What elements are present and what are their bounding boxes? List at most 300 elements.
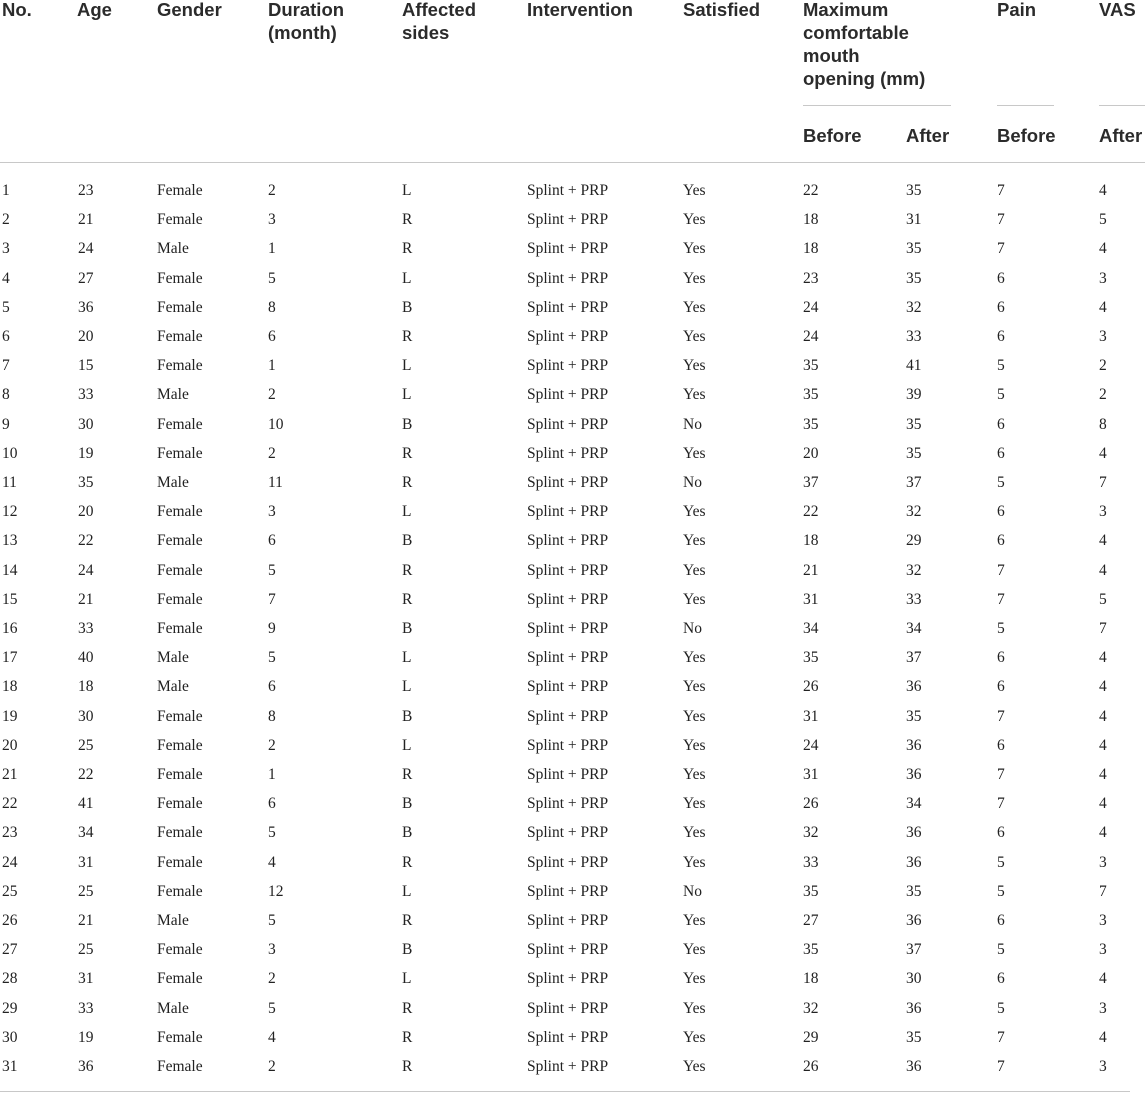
cell-opening-after: 35 (906, 182, 922, 199)
cell-opening-after: 35 (906, 240, 922, 258)
header-mouth-opening-after: After (906, 125, 950, 146)
cell-duration: 2 (268, 970, 276, 988)
cell-vas-after: 4 (1099, 240, 1107, 258)
cell-satisfied: No (683, 620, 702, 637)
cell-no: 10 (2, 444, 18, 462)
cell-opening-after: 37 (906, 649, 922, 667)
cell-affected-side: L (402, 269, 412, 287)
cell-vas-after: 4 (1099, 532, 1107, 550)
cell-pain-before: 7 (997, 240, 1005, 258)
table-bottom-rule (0, 1091, 1130, 1092)
cell-gender: Male (157, 678, 189, 696)
cell-vas-after: 4 (1099, 182, 1107, 199)
cell-age: 22 (78, 766, 94, 783)
cell-age: 20 (78, 503, 94, 521)
cell-age: 40 (78, 649, 94, 667)
cell-gender: Female (157, 532, 203, 550)
cell-gender: Female (157, 824, 203, 842)
table-row (0, 1023, 1145, 1052)
cell-vas-after: 7 (1099, 474, 1107, 491)
cell-no: 4 (2, 269, 10, 287)
cell-satisfied: Yes (683, 269, 706, 287)
cell-pain-before: 7 (997, 707, 1005, 725)
header-intervention: Intervention (527, 0, 633, 20)
cell-duration: 12 (268, 882, 284, 900)
table-row (0, 877, 1145, 906)
cell-opening-before: 35 (803, 415, 819, 433)
cell-gender: Female (157, 357, 203, 375)
cell-opening-after: 36 (906, 853, 922, 871)
cell-affected-side: L (402, 649, 412, 667)
cell-intervention: Splint + PRP (527, 211, 609, 229)
cell-opening-before: 35 (803, 941, 819, 959)
cell-affected-side: R (402, 328, 413, 345)
cell-pain-before: 7 (997, 590, 1005, 608)
header-duration (268, 0, 344, 44)
cell-intervention: Splint + PRP (527, 561, 609, 579)
header-mouth-opening (803, 0, 925, 90)
cell-opening-after: 34 (906, 795, 922, 813)
cell-vas-after: 7 (1099, 620, 1107, 637)
cell-age: 21 (78, 211, 94, 229)
cell-opening-before: 37 (803, 474, 819, 491)
cell-no: 8 (2, 386, 10, 404)
cell-pain-before: 7 (997, 182, 1005, 199)
cell-intervention: Splint + PRP (527, 970, 609, 988)
cell-duration: 5 (268, 649, 276, 667)
cell-opening-after: 34 (906, 620, 922, 637)
cell-affected-side: R (402, 211, 413, 229)
table-row (0, 468, 1145, 497)
cell-vas-after: 3 (1099, 1058, 1107, 1075)
cell-duration: 5 (268, 561, 276, 579)
cell-affected-side: R (402, 853, 413, 871)
cell-pain-before: 5 (997, 620, 1005, 637)
cell-opening-after: 30 (906, 970, 922, 988)
cell-gender: Female (157, 941, 203, 959)
table-row (0, 410, 1145, 439)
cell-opening-before: 21 (803, 561, 819, 579)
cell-no: 15 (2, 590, 18, 608)
cell-no: 9 (2, 415, 10, 433)
cell-pain-before: 6 (997, 444, 1005, 462)
cell-opening-before: 20 (803, 444, 819, 462)
cell-affected-side: B (402, 707, 413, 725)
cell-satisfied: Yes (683, 532, 706, 550)
table-row (0, 789, 1145, 818)
cell-age: 24 (78, 240, 94, 258)
cell-intervention: Splint + PRP (527, 532, 609, 550)
cell-opening-before: 18 (803, 970, 819, 988)
cell-vas-after: 3 (1099, 853, 1107, 871)
cell-satisfied: Yes (683, 1028, 706, 1046)
cell-opening-before: 18 (803, 211, 819, 229)
table-row (0, 380, 1145, 409)
cell-intervention: Splint + PRP (527, 678, 609, 696)
table-row (0, 497, 1145, 526)
cell-duration: 6 (268, 795, 276, 813)
cell-opening-after: 37 (906, 474, 922, 491)
table-row (0, 205, 1145, 234)
cell-no: 16 (2, 620, 18, 637)
header-affected-line: Affected (402, 0, 477, 20)
cell-duration: 2 (268, 182, 276, 199)
cell-intervention: Splint + PRP (527, 357, 609, 375)
cell-satisfied: Yes (683, 795, 706, 813)
cell-satisfied: Yes (683, 853, 706, 871)
cell-gender: Female (157, 795, 203, 813)
cell-vas-after: 4 (1099, 444, 1107, 462)
header-affected-line: sides (402, 22, 450, 43)
cell-satisfied: Yes (683, 1058, 706, 1075)
cell-no: 25 (2, 882, 18, 900)
cell-opening-before: 33 (803, 853, 819, 871)
cell-satisfied: Yes (683, 970, 706, 988)
cell-intervention: Splint + PRP (527, 766, 609, 783)
cell-affected-side: L (402, 503, 412, 521)
cell-gender: Female (157, 882, 203, 900)
cell-vas-after: 4 (1099, 824, 1107, 842)
cell-gender: Female (157, 736, 203, 754)
cell-no: 6 (2, 328, 10, 345)
cell-opening-before: 32 (803, 999, 819, 1017)
cell-satisfied: No (683, 415, 702, 433)
cell-duration: 6 (268, 678, 276, 696)
cell-duration: 5 (268, 999, 276, 1017)
cell-vas-after: 7 (1099, 882, 1107, 900)
cell-age: 22 (78, 532, 94, 550)
cell-vas-after: 4 (1099, 795, 1107, 813)
cell-no: 2 (2, 211, 10, 229)
cell-intervention: Splint + PRP (527, 795, 609, 813)
header-duration-line: (month) (268, 22, 337, 43)
cell-satisfied: Yes (683, 941, 706, 959)
cell-opening-before: 24 (803, 328, 819, 345)
table-row (0, 614, 1145, 643)
cell-affected-side: L (402, 678, 412, 696)
cell-satisfied: Yes (683, 766, 706, 783)
cell-duration: 4 (268, 853, 276, 871)
cell-intervention: Splint + PRP (527, 824, 609, 842)
cell-satisfied: Yes (683, 328, 706, 345)
cell-gender: Female (157, 328, 203, 345)
cell-gender: Male (157, 649, 189, 667)
cell-satisfied: Yes (683, 824, 706, 842)
table-row (0, 906, 1145, 935)
table-row (0, 760, 1145, 789)
cell-opening-after: 35 (906, 415, 922, 433)
cell-affected-side: B (402, 824, 413, 842)
cell-satisfied: Yes (683, 298, 706, 316)
cell-opening-after: 36 (906, 1058, 922, 1075)
cell-gender: Female (157, 1058, 203, 1075)
table-row (0, 818, 1145, 847)
cell-vas-after: 3 (1099, 269, 1107, 287)
cell-opening-before: 34 (803, 620, 819, 637)
cell-age: 21 (78, 912, 94, 929)
cell-gender: Female (157, 182, 203, 199)
table-row (0, 234, 1145, 263)
pain-spanner-rule (997, 105, 1054, 106)
cell-age: 33 (78, 999, 94, 1017)
header-duration-line: Duration (268, 0, 345, 20)
cell-intervention: Splint + PRP (527, 503, 609, 521)
cell-gender: Female (157, 415, 203, 433)
table-row (0, 439, 1145, 468)
cell-duration: 11 (268, 474, 283, 491)
cell-opening-before: 22 (803, 182, 819, 199)
cell-no: 26 (2, 912, 18, 929)
cell-gender: Male (157, 386, 189, 404)
header-affected-sides (402, 0, 476, 44)
cell-duration: 6 (268, 328, 276, 345)
table-row (0, 643, 1145, 672)
cell-gender: Female (157, 298, 203, 316)
table-row (0, 351, 1145, 380)
cell-intervention: Splint + PRP (527, 853, 609, 871)
cell-pain-before: 6 (997, 970, 1005, 988)
cell-duration: 4 (268, 1028, 276, 1046)
cell-opening-before: 35 (803, 649, 819, 667)
table-row (0, 672, 1145, 701)
cell-affected-side: R (402, 1058, 413, 1075)
header-rule (0, 162, 1145, 163)
cell-opening-before: 18 (803, 240, 819, 258)
cell-opening-before: 24 (803, 736, 819, 754)
cell-opening-before: 26 (803, 795, 819, 813)
cell-affected-side: L (402, 182, 412, 199)
cell-satisfied: Yes (683, 211, 706, 229)
cell-vas-after: 2 (1099, 357, 1107, 375)
cell-gender: Male (157, 912, 189, 929)
cell-duration: 3 (268, 503, 276, 521)
header-mouth-opening-line: mouth (803, 45, 860, 66)
cell-gender: Female (157, 1028, 203, 1046)
cell-no: 14 (2, 561, 18, 579)
cell-vas-after: 4 (1099, 1028, 1107, 1046)
cell-vas-after: 4 (1099, 298, 1107, 316)
cell-affected-side: R (402, 999, 413, 1017)
cell-duration: 1 (268, 240, 276, 258)
cell-duration: 8 (268, 707, 276, 725)
cell-affected-side: L (402, 357, 412, 375)
cell-gender: Male (157, 474, 189, 491)
cell-opening-after: 36 (906, 678, 922, 696)
cell-opening-after: 33 (906, 590, 922, 608)
cell-vas-after: 5 (1099, 211, 1107, 229)
cell-duration: 5 (268, 824, 276, 842)
cell-no: 1 (2, 182, 10, 199)
cell-gender: Female (157, 707, 203, 725)
header-age: Age (77, 0, 112, 20)
cell-pain-before: 6 (997, 328, 1005, 345)
table-row (0, 176, 1145, 205)
cell-satisfied: Yes (683, 590, 706, 608)
table-row (0, 731, 1145, 760)
cell-intervention: Splint + PRP (527, 240, 609, 258)
cell-duration: 8 (268, 298, 276, 316)
cell-vas-after: 3 (1099, 941, 1107, 959)
cell-gender: Female (157, 561, 203, 579)
cell-opening-after: 35 (906, 882, 922, 900)
cell-satisfied: Yes (683, 240, 706, 258)
cell-affected-side: B (402, 620, 413, 637)
cell-age: 30 (78, 415, 94, 433)
cell-age: 33 (78, 386, 94, 404)
cell-affected-side: B (402, 795, 413, 813)
cell-gender: Female (157, 444, 203, 462)
cell-age: 21 (78, 590, 94, 608)
table-row (0, 1052, 1145, 1081)
cell-duration: 7 (268, 590, 276, 608)
cell-intervention: Splint + PRP (527, 1058, 609, 1075)
cell-vas-after: 3 (1099, 503, 1107, 521)
cell-no: 23 (2, 824, 18, 842)
cell-duration: 5 (268, 912, 276, 929)
cell-age: 19 (78, 1028, 94, 1046)
cell-duration: 1 (268, 357, 276, 375)
cell-pain-before: 7 (997, 1058, 1005, 1075)
cell-vas-after: 3 (1099, 912, 1107, 929)
cell-intervention: Splint + PRP (527, 444, 609, 462)
cell-opening-after: 41 (906, 357, 922, 375)
cell-duration: 10 (268, 415, 284, 433)
cell-opening-before: 35 (803, 882, 819, 900)
cell-no: 24 (2, 853, 18, 871)
cell-opening-after: 35 (906, 1028, 922, 1046)
cell-intervention: Splint + PRP (527, 999, 609, 1017)
cell-intervention: Splint + PRP (527, 707, 609, 725)
cell-vas-after: 3 (1099, 999, 1107, 1017)
cell-age: 24 (78, 561, 94, 579)
cell-pain-before: 6 (997, 912, 1005, 929)
cell-vas-after: 2 (1099, 386, 1107, 404)
cell-satisfied: Yes (683, 503, 706, 521)
cell-intervention: Splint + PRP (527, 182, 609, 199)
cell-age: 31 (78, 853, 94, 871)
cell-pain-before: 6 (997, 678, 1005, 696)
cell-pain-before: 7 (997, 211, 1005, 229)
cell-opening-after: 37 (906, 941, 922, 959)
cell-affected-side: B (402, 415, 413, 433)
cell-opening-before: 31 (803, 766, 819, 783)
cell-satisfied: Yes (683, 386, 706, 404)
cell-duration: 6 (268, 532, 276, 550)
table-row (0, 556, 1145, 585)
table-row (0, 935, 1145, 964)
cell-vas-after: 3 (1099, 328, 1107, 345)
cell-opening-before: 23 (803, 269, 819, 287)
cell-affected-side: R (402, 1028, 413, 1046)
cell-affected-side: R (402, 912, 413, 929)
table-row (0, 322, 1145, 351)
header-pain-before: Before (997, 125, 1056, 146)
cell-affected-side: R (402, 444, 413, 462)
cell-intervention: Splint + PRP (527, 328, 609, 345)
cell-intervention: Splint + PRP (527, 649, 609, 667)
cell-satisfied: Yes (683, 649, 706, 667)
cell-intervention: Splint + PRP (527, 269, 609, 287)
cell-opening-after: 31 (906, 211, 922, 229)
cell-no: 7 (2, 357, 10, 375)
cell-satisfied: Yes (683, 678, 706, 696)
cell-gender: Male (157, 240, 189, 258)
cell-age: 23 (78, 182, 94, 199)
cell-vas-after: 8 (1099, 415, 1107, 433)
cell-intervention: Splint + PRP (527, 590, 609, 608)
cell-opening-after: 36 (906, 824, 922, 842)
cell-affected-side: B (402, 298, 413, 316)
cell-opening-after: 35 (906, 444, 922, 462)
cell-affected-side: L (402, 882, 412, 900)
cell-affected-side: R (402, 590, 413, 608)
cell-affected-side: R (402, 474, 413, 491)
mouth-opening-spanner-rule (803, 105, 951, 106)
cell-affected-side: R (402, 561, 413, 579)
cell-no: 20 (2, 736, 18, 754)
cell-pain-before: 5 (997, 882, 1005, 900)
cell-opening-before: 26 (803, 1058, 819, 1075)
cell-duration: 2 (268, 1058, 276, 1075)
cell-gender: Female (157, 269, 203, 287)
cell-duration: 2 (268, 444, 276, 462)
cell-opening-before: 27 (803, 912, 819, 929)
table-row (0, 994, 1145, 1023)
cell-pain-before: 5 (997, 357, 1005, 375)
cell-gender: Female (157, 970, 203, 988)
cell-pain-before: 6 (997, 736, 1005, 754)
cell-opening-after: 32 (906, 561, 922, 579)
cell-no: 17 (2, 649, 18, 667)
cell-duration: 3 (268, 211, 276, 229)
table-row (0, 848, 1145, 877)
cell-age: 36 (78, 298, 94, 316)
cell-opening-after: 36 (906, 736, 922, 754)
cell-pain-before: 6 (997, 269, 1005, 287)
cell-opening-before: 35 (803, 357, 819, 375)
cell-gender: Female (157, 590, 203, 608)
header-no: No. (2, 0, 32, 20)
cell-satisfied: Yes (683, 182, 706, 199)
cell-age: 27 (78, 269, 94, 287)
cell-no: 13 (2, 532, 18, 550)
cell-pain-before: 5 (997, 474, 1005, 491)
cell-opening-after: 36 (906, 766, 922, 783)
cell-affected-side: B (402, 532, 413, 550)
cell-pain-before: 6 (997, 298, 1005, 316)
cell-intervention: Splint + PRP (527, 912, 609, 929)
cell-no: 22 (2, 795, 18, 813)
cell-age: 19 (78, 444, 94, 462)
cell-satisfied: Yes (683, 707, 706, 725)
cell-opening-before: 22 (803, 503, 819, 521)
cell-age: 25 (78, 736, 94, 754)
cell-affected-side: R (402, 240, 413, 258)
cell-gender: Female (157, 620, 203, 637)
cell-opening-after: 39 (906, 386, 922, 404)
header-mouth-opening-before: Before (803, 125, 862, 146)
cell-opening-before: 31 (803, 590, 819, 608)
cell-age: 35 (78, 474, 94, 491)
cell-duration: 3 (268, 941, 276, 959)
cell-age: 25 (78, 941, 94, 959)
cell-opening-after: 32 (906, 503, 922, 521)
cell-opening-after: 33 (906, 328, 922, 345)
cell-no: 5 (2, 298, 10, 316)
cell-vas-after: 4 (1099, 649, 1107, 667)
cell-intervention: Splint + PRP (527, 415, 609, 433)
cell-vas-after: 4 (1099, 766, 1107, 783)
